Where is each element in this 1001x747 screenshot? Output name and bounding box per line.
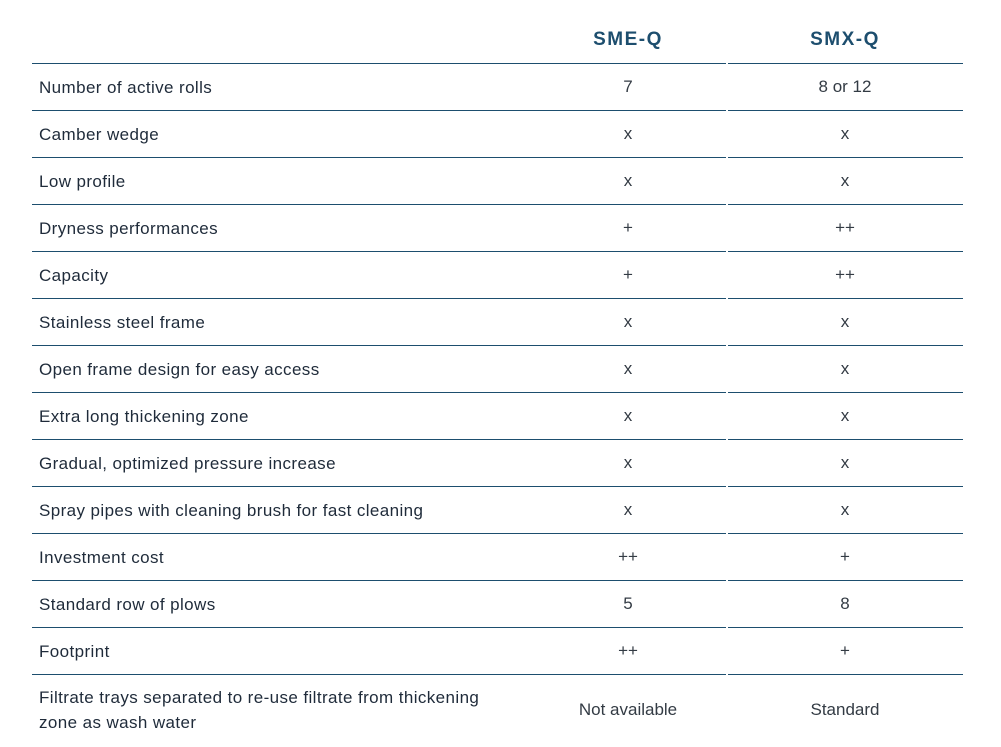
column-gap <box>726 486 728 534</box>
column-gap <box>726 298 728 346</box>
cell-smx-q: x <box>840 500 850 519</box>
row-label: Gradual, optimized pressure increase <box>39 453 336 473</box>
row-label: Investment cost <box>39 547 165 567</box>
row-label: Capacity <box>39 265 109 285</box>
cell-sme-q: x <box>623 500 633 519</box>
cell-sme-q: x <box>623 406 633 425</box>
column-gap <box>726 627 728 675</box>
row-label: Filtrate trays separated to re-use filtrate from thickening zone as wash water <box>39 688 480 732</box>
column-gap <box>726 251 728 299</box>
cell-smx-q: x <box>840 453 850 472</box>
cell-smx-q: x <box>840 124 850 143</box>
column-gap <box>726 63 728 111</box>
cell-smx-q: ++ <box>835 218 855 237</box>
cell-sme-q: x <box>623 312 633 331</box>
column-gap <box>726 204 728 252</box>
table-row <box>32 440 963 487</box>
column-header-sme-q: SME-Q <box>593 29 663 50</box>
cell-smx-q: x <box>840 312 850 331</box>
cell-sme-q: 5 <box>623 594 633 613</box>
cell-sme-q: x <box>623 171 633 190</box>
table-row <box>32 487 963 534</box>
cell-smx-q: Standard <box>810 700 880 719</box>
table-body <box>32 64 963 745</box>
cell-sme-q: 7 <box>623 77 633 96</box>
table-row <box>32 64 963 111</box>
cell-sme-q: ++ <box>618 641 638 660</box>
column-gap <box>726 157 728 205</box>
table-row <box>32 346 963 393</box>
column-gap <box>726 392 728 440</box>
cell-smx-q: 8 or 12 <box>818 77 872 96</box>
row-label: Camber wedge <box>39 124 160 144</box>
cell-sme-q: x <box>623 124 633 143</box>
table-row <box>32 205 963 252</box>
comparison-table <box>32 0 963 745</box>
row-label: Number of active rolls <box>39 77 213 97</box>
cell-smx-q: x <box>840 171 850 190</box>
table-row <box>32 675 963 745</box>
cell-smx-q: + <box>840 547 850 566</box>
cell-smx-q: x <box>840 406 850 425</box>
cell-smx-q: 8 <box>840 594 850 613</box>
cell-sme-q: ++ <box>618 547 638 566</box>
cell-smx-q: + <box>840 641 850 660</box>
table-row <box>32 158 963 205</box>
table-header <box>32 0 963 64</box>
row-label: Spray pipes with cleaning brush for fast cleaning <box>39 500 424 520</box>
cell-sme-q: + <box>623 218 633 237</box>
row-label: Stainless steel frame <box>39 312 206 332</box>
table-row <box>32 111 963 158</box>
column-gap <box>726 439 728 487</box>
row-label: Footprint <box>39 641 110 661</box>
column-gap <box>726 533 728 581</box>
cell-sme-q: + <box>623 265 633 284</box>
table-row <box>32 628 963 675</box>
column-gap <box>726 110 728 158</box>
cell-sme-q: x <box>623 453 633 472</box>
row-label: Open frame design for easy access <box>39 359 320 379</box>
table-row <box>32 252 963 299</box>
column-gap <box>726 580 728 628</box>
cell-smx-q: x <box>840 359 850 378</box>
cell-smx-q: ++ <box>835 265 855 284</box>
row-label: Dryness performances <box>39 218 219 238</box>
column-gap <box>726 345 728 393</box>
table-row <box>32 534 963 581</box>
column-header-smx-q: SMX-Q <box>810 29 880 50</box>
table-row <box>32 581 963 628</box>
row-label: Standard row of plows <box>39 594 216 614</box>
cell-sme-q: Not available <box>578 700 678 719</box>
table-row <box>32 393 963 440</box>
table-row <box>32 299 963 346</box>
row-label: Extra long thickening zone <box>39 406 249 426</box>
row-label: Low profile <box>39 171 126 191</box>
cell-sme-q: x <box>623 359 633 378</box>
